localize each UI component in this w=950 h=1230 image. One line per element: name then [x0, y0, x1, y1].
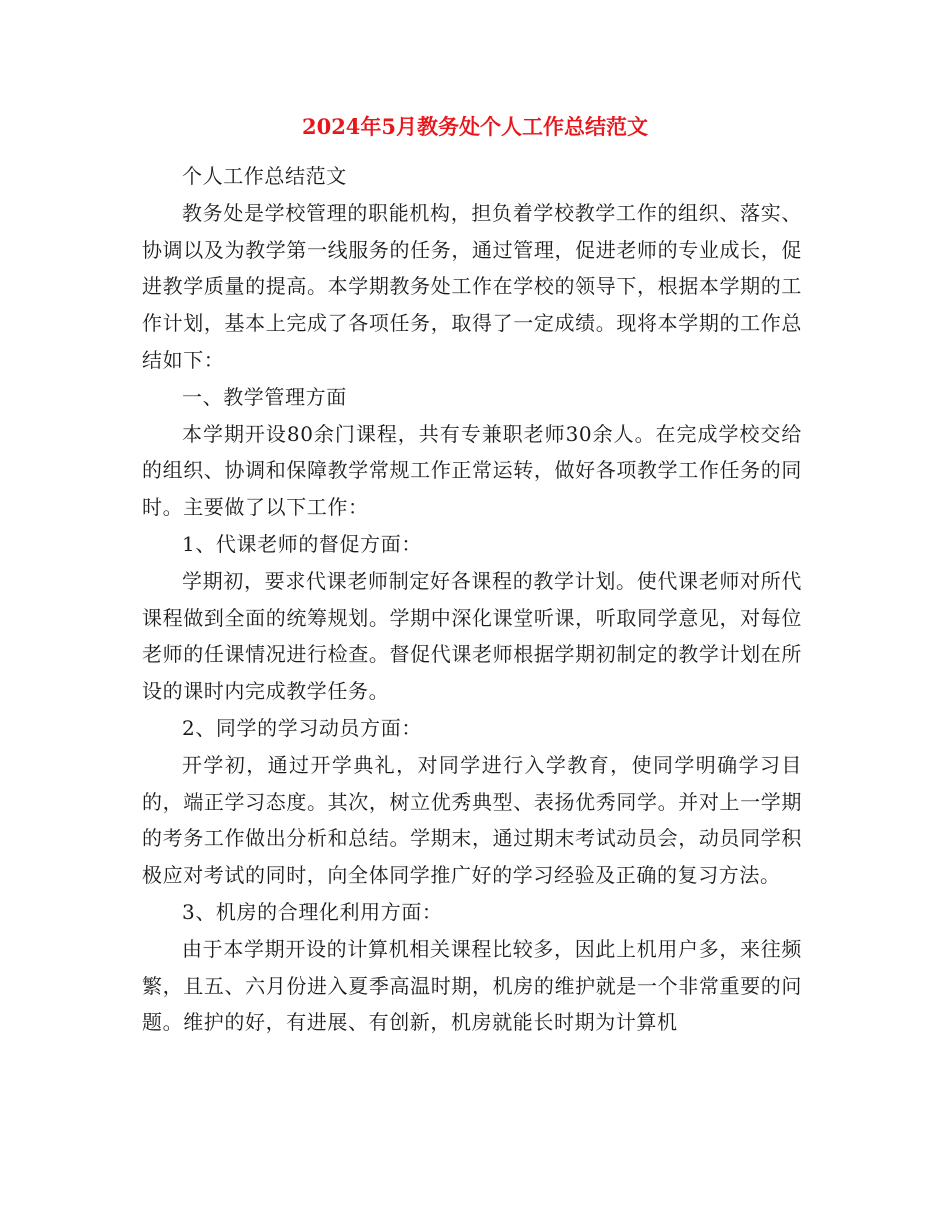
subheading-substitute-teachers: 1、代课老师的督促方面： [182, 531, 422, 556]
paragraph-student-mobilization: 开学初，通过开学典礼，对同学进行入学教育，使同学明确学习目的，端正学习态度。其次，树立优秀典型、表扬优秀同学。并对上一学期的考务工作做出分析和总结。学期末，通过期末考试动员会，动员同学积极应对考试的同时，向全体同学推广好的学习经验及正确的复习方法。 [142, 752, 802, 888]
document-body [142, 158, 802, 1041]
subheading-student-mobilization: 2、同学的学习动员方面： [182, 715, 422, 740]
paragraph-subtitle: 个人工作总结范文 [182, 164, 347, 188]
paragraph-computer-lab: 由于本学期开设的计算机相关课程比较多，因此上机用户多，来往频繁，且五、六月份进入夏季高温时期，机房的维护就是一个非常重要的问题。维护的好，有进展、有创新，机房就能长时期为计算机 [142, 936, 802, 1035]
paragraph-substitute-teachers: 学期初，要求代课老师制定好各课程的教学计划。使代课老师对所代课程做到全面的统筹规划。学期中深化课堂听课，听取同学意见，对每位老师的任课情况进行检查。督促代课老师根据学期初制定的教学计划在所设的课时内完成教学任务。 [142, 568, 802, 704]
paragraph-intro: 教务处是学校管理的职能机构，担负着学校教学工作的组织、落实、协调以及为教学第一线服务的任务，通过管理，促进老师的专业成长，促进教学质量的提高。本学期教务处工作在学校的领导下，根据本学期的工作计划，基本上完成了各项任务，取得了一定成绩。现将本学期的工作总结如下： [142, 200, 802, 372]
section-heading-teaching-management: 一、教学管理方面 [182, 384, 347, 409]
subheading-computer-lab: 3、机房的合理化利用方面： [182, 899, 443, 924]
document-title: 2024年5月教务处个人工作总结范文 [301, 114, 649, 139]
paragraph-courses: 本学期开设80余门课程，共有专兼职老师30余人。在完成学校交给的组织、协调和保障教学常规工作正常运转，做好各项教学工作任务的同时。主要做了以下工作： [142, 421, 802, 520]
